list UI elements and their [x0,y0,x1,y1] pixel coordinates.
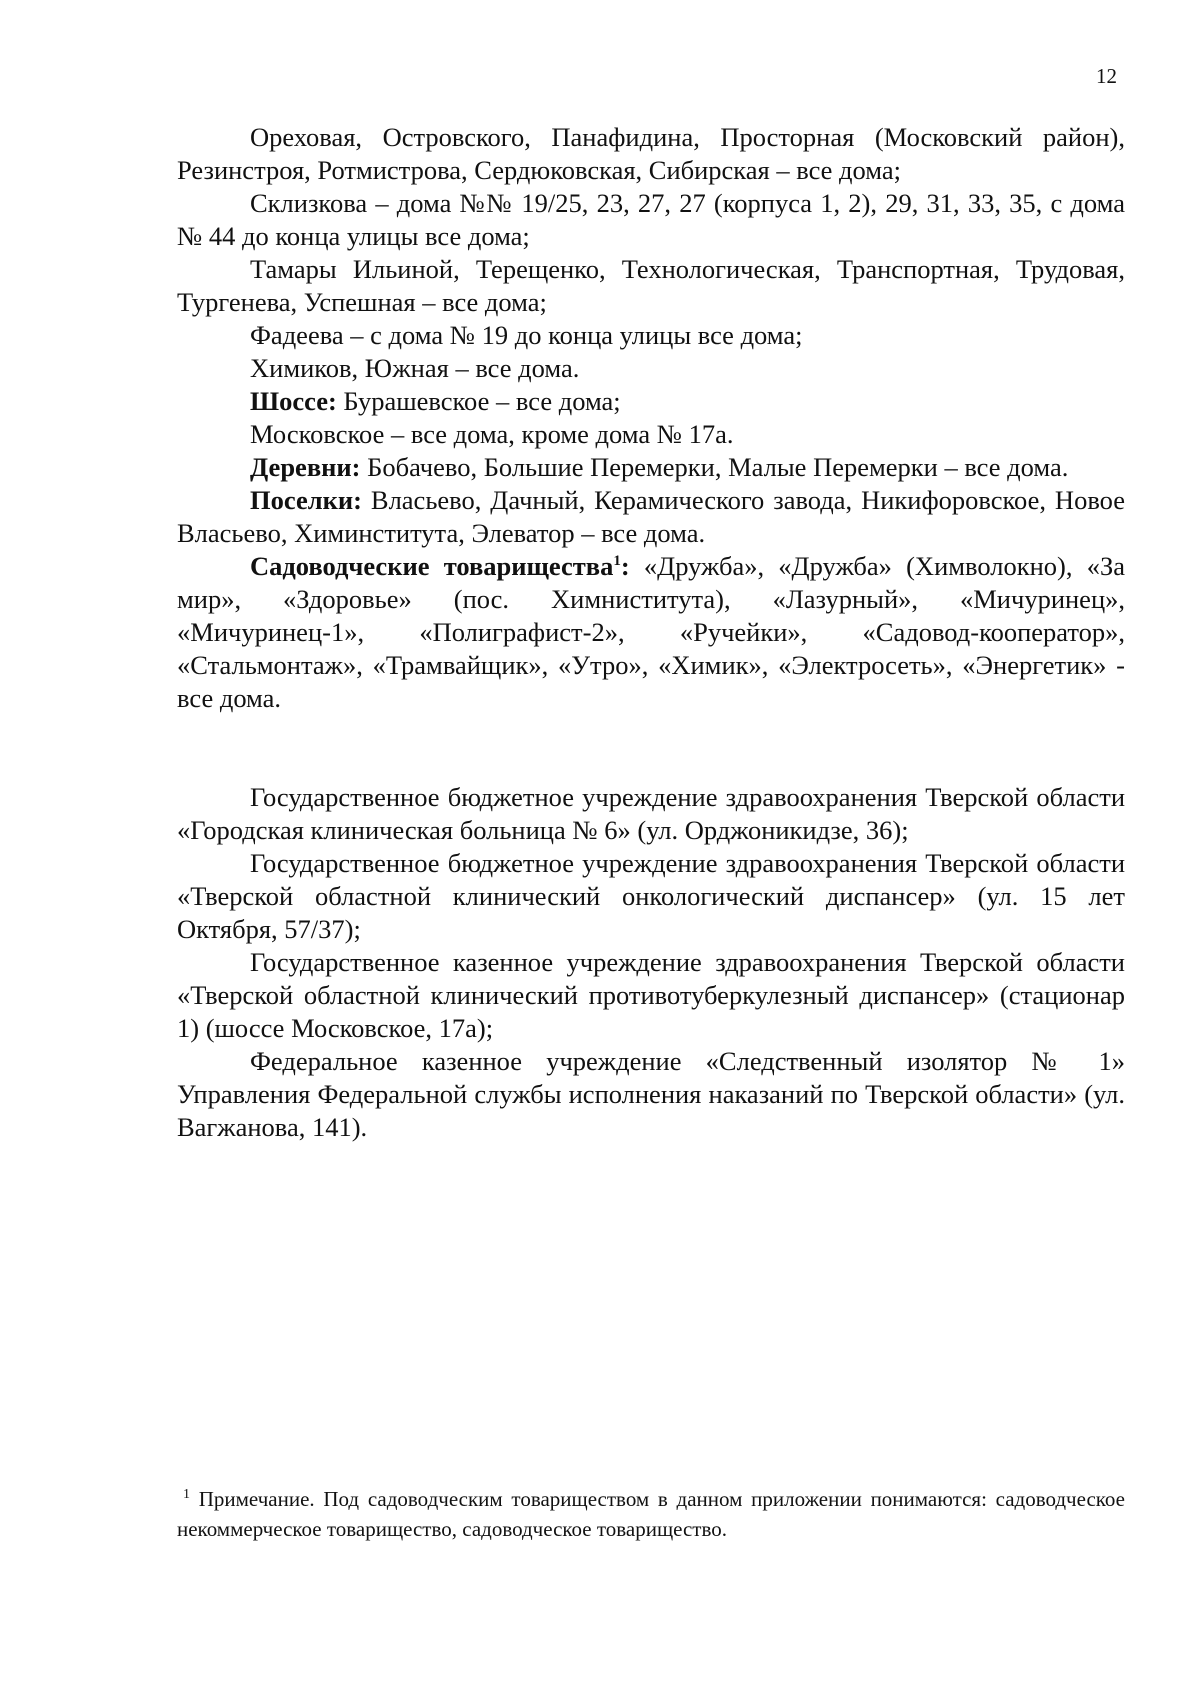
streets-paragraph-3: Тамары Ильиной, Терещенко, Технологическая, Транспортная, Трудовая, Тургенева, Успешная – все дома; [177,254,1125,317]
streets-paragraph-5: Химиков, Южная – все дома. [250,353,580,383]
section-gap [177,715,1125,781]
footnote-marker: 1 [183,1487,190,1502]
document-body [177,121,1125,1144]
settlements-label: Поселки: [250,485,362,515]
villages-paragraph: Деревни: Бобачево, Большие Перемерки, Малые Перемерки – все дома. [250,452,1069,482]
footnote-reference: 1 [613,553,621,570]
streets-paragraph-4: Фадеева – с дома № 19 до конца улицы все дома; [250,320,803,350]
garden-partnerships-label: Садоводческие товарищества$^1$: [250,551,630,581]
garden-partnerships-paragraph: Садоводческие товарищества$^1$: «Дружба», «Дружба» (Химволокно), «За мир», «Здоровье» (пос. Химниститута), «Лазурный», «Мичуринец», «Мичуринец-1», «Полиграфист-2», «Ручейки», «Садовод-кооператор», «Стальмонтаж», «Трамвайщик», «Утро», «Химик», «Электросеть», «Энергетик» - все дома. [177,551,1125,713]
streets-paragraph-1: Ореховая, Островского, Панафидина, Просторная (Московский район), Резинстроя, Ротмистрова, Сердюковская, Сибирская – все дома; [177,122,1125,185]
institution-1: Государственное бюджетное учреждение здравоохранения Тверской области «Городская клиническая больница № 6» (ул. Орджоникидзе, 36); [177,782,1125,845]
institution-3: Государственное казенное учреждение здравоохранения Тверской области «Тверской областной клинический противотуберкулезный диспансер» (стационар 1) (шоссе Московское, 17а); [177,947,1125,1043]
highways-paragraph: Шоссе: Бурашевское – все дома; [250,386,621,416]
institution-4: Федеральное казенное учреждение «Следственный изолятор № 1» Управления Федеральной службы исполнения наказаний по Тверской области» (ул. Вагжанова, 141). [177,1046,1125,1142]
villages-label: Деревни: [250,452,361,482]
institution-2: Государственное бюджетное учреждение здравоохранения Тверской области «Тверской областной клинический онкологический диспансер» (ул. 15 лет Октября, 57/37); [177,848,1125,944]
footnote-text: Примечание. Под садоводческим товариществом в данном приложении понимаются: садоводческое некоммерческое товарищество, садоводческое товарищество. [177,1487,1125,1541]
highways-paragraph-2: Московское – все дома, кроме дома № 17а. [250,419,734,449]
settlements-paragraph: Поселки: Власьево, Дачный, Керамического завода, Никифоровское, Новое Власьево, Химинститута, Элеватор – все дома. [177,485,1125,548]
highways-label: Шоссе: [250,386,337,416]
footnote [177,1484,1125,1544]
streets-paragraph-2: Склизкова – дома №№ 19/25, 23, 27, 27 (корпуса 1, 2), 29, 31, 33, 35, с дома № 44 до конца улицы все дома; [177,188,1125,251]
page-number: 12 [1096,64,1117,88]
